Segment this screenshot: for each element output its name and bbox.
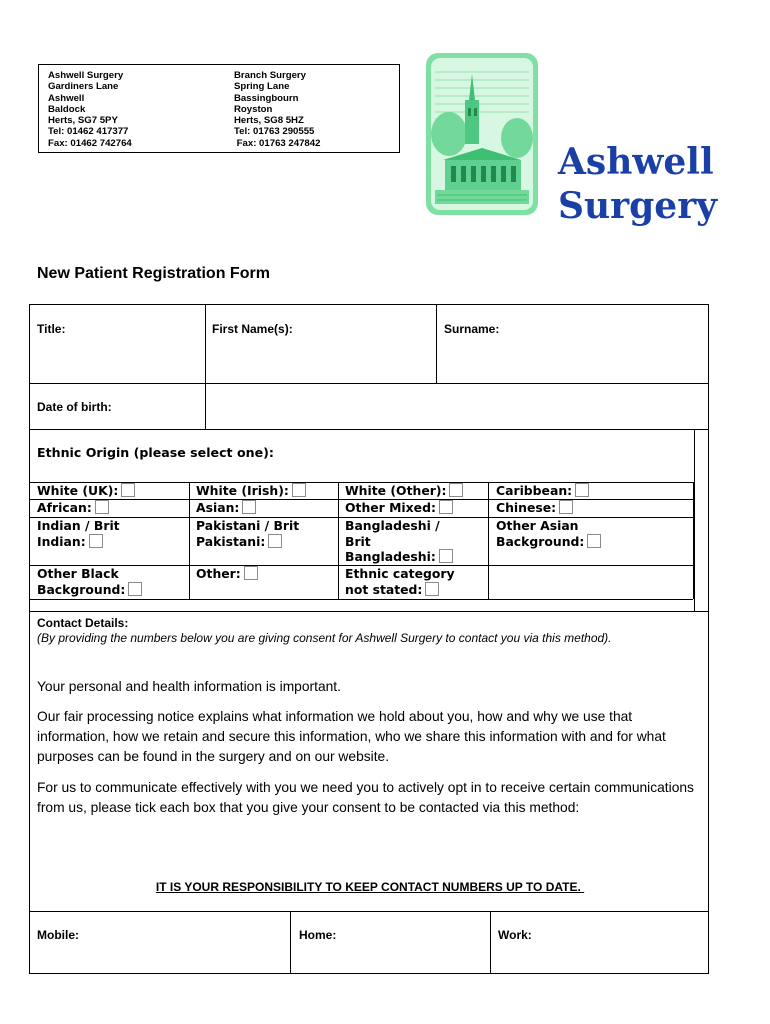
address-line: Tel: 01763 290555 — [234, 126, 315, 138]
mobile-field[interactable] — [29, 911, 291, 974]
address-line: Herts, SG7 5PY — [48, 115, 118, 127]
option-label: Indian / Brit — [37, 518, 120, 533]
work-label: Work: — [498, 928, 532, 942]
checkbox[interactable] — [244, 566, 258, 580]
option-white-uk[interactable] — [37, 483, 135, 499]
option-indian[interactable] — [37, 518, 120, 549]
ethnic-grid-line — [693, 482, 694, 599]
checkbox[interactable] — [268, 534, 282, 548]
option-label: Other Asian — [496, 518, 579, 533]
address-line: Spring Lane — [234, 81, 290, 93]
dob-input[interactable] — [205, 383, 709, 430]
info-paragraph-2: Our fair processing notice explains what information we hold about you, how and why we use that information, how we retain and secure this information, who we share this information with and for what purposes can be found in the surgery and on our website. — [37, 709, 666, 764]
dob-label-cell — [29, 383, 206, 430]
option-label: Background: — [37, 581, 126, 597]
surname-label: Surname: — [444, 322, 500, 336]
surgery-logo-text — [558, 140, 717, 228]
checkbox[interactable] — [559, 500, 573, 514]
form-title: New Patient Registration Form — [37, 265, 270, 282]
address-line: Fax: 01462 742764 — [48, 137, 132, 149]
address-line: Branch Surgery — [234, 70, 306, 81]
address-line: Tel: 01462 417377 — [48, 126, 129, 138]
responsibility-notice: IT IS YOUR RESPONSIBILITY TO KEEP CONTACT NUMBERS UP TO DATE. — [155, 880, 585, 894]
address-line: Bassingbourn — [234, 92, 299, 104]
option-label: African: — [37, 500, 92, 515]
option-label: Asian: — [196, 500, 240, 515]
option-other[interactable] — [196, 566, 258, 582]
option-label: Other Mixed: — [345, 500, 436, 515]
option-label: Other Black — [37, 566, 119, 581]
ethnic-grid-line — [29, 599, 693, 600]
ethnic-grid-line — [488, 482, 489, 599]
option-label: Bangladeshi: — [345, 549, 436, 564]
checkbox[interactable] — [242, 500, 256, 514]
option-not-stated[interactable] — [345, 566, 455, 597]
checkbox[interactable] — [95, 500, 109, 514]
work-field[interactable] — [490, 911, 709, 974]
option-label: not stated: — [345, 581, 423, 597]
checkbox[interactable] — [449, 483, 463, 497]
option-label: Ethnic category — [345, 566, 455, 581]
checkbox[interactable] — [575, 483, 589, 497]
home-label: Home: — [299, 928, 337, 942]
title-field[interactable] — [29, 304, 206, 384]
mobile-label: Mobile: — [37, 928, 79, 942]
checkbox[interactable] — [89, 534, 103, 548]
contact-details-title: Contact Details: — [37, 616, 129, 630]
option-label: Indian: — [37, 533, 86, 549]
main-surgery-address — [48, 70, 132, 149]
option-label: Pakistani / Brit — [196, 518, 300, 533]
practice-address-box — [38, 64, 400, 153]
option-label: White (Irish): — [196, 483, 289, 498]
address-line: Ashwell — [48, 92, 85, 104]
first-name-field[interactable] — [205, 304, 437, 384]
option-white-other[interactable] — [345, 483, 463, 499]
checkbox[interactable] — [128, 582, 142, 596]
option-african[interactable] — [37, 500, 109, 516]
address-line: Baldock — [48, 103, 86, 115]
title-label: Title: — [37, 322, 66, 336]
home-field[interactable] — [290, 911, 491, 974]
checkbox[interactable] — [292, 483, 306, 497]
option-label: White (Other): — [345, 483, 447, 498]
address-line: Royston — [234, 103, 273, 115]
option-label: Other: — [196, 566, 241, 581]
option-label: Background: — [496, 533, 585, 549]
option-other-mixed[interactable] — [345, 500, 453, 516]
checkbox[interactable] — [439, 549, 453, 563]
info-paragraph-1: Your personal and health information is important. — [37, 679, 341, 694]
first-name-label: First Name(s): — [212, 322, 293, 336]
ethnic-grid-line — [338, 482, 339, 599]
surgery-logo-image — [425, 52, 539, 216]
address-line: Gardiners Lane — [48, 81, 119, 93]
checkbox[interactable] — [587, 534, 601, 548]
checkbox[interactable] — [439, 500, 453, 514]
address-line: Ashwell Surgery — [48, 70, 124, 81]
logo-line-1: Ashwell — [558, 141, 714, 183]
option-label: White (UK): — [37, 483, 119, 498]
address-line: Herts, SG8 5HZ — [234, 115, 304, 127]
option-label: Caribbean: — [496, 483, 573, 498]
option-bangladeshi[interactable] — [345, 518, 453, 565]
section-divider — [694, 429, 695, 612]
logo-line-2: Surgery — [558, 185, 718, 227]
ethnic-origin-heading: Ethnic Origin (please select one): — [37, 445, 274, 460]
option-pakistani[interactable] — [196, 518, 299, 549]
option-chinese[interactable] — [496, 500, 573, 516]
checkbox[interactable] — [121, 483, 135, 497]
surname-field[interactable] — [436, 304, 709, 384]
info-paragraph-3: For us to communicate effectively with you we need you to actively opt in to receive certain communications from us, please tick each box that you give your consent to be contacted via this method: — [37, 780, 694, 815]
dob-label: Date of birth: — [37, 400, 112, 414]
option-other-black[interactable] — [37, 566, 142, 597]
ethnic-grid-line — [189, 482, 190, 599]
checkbox[interactable] — [425, 582, 439, 596]
contact-consent-note: (By providing the numbers below you are giving consent for Ashwell Surgery to contact you via this method). — [37, 631, 612, 645]
option-label: Brit — [345, 533, 371, 549]
option-white-irish[interactable] — [196, 483, 306, 499]
option-caribbean[interactable] — [496, 483, 589, 499]
option-asian[interactable] — [196, 500, 256, 516]
option-label: Chinese: — [496, 500, 557, 515]
branch-surgery-address — [234, 70, 320, 149]
option-other-asian[interactable] — [496, 518, 601, 549]
option-label: Bangladeshi / — [345, 518, 440, 533]
address-line: Fax: 01763 247842 — [234, 137, 321, 149]
option-label: Pakistani: — [196, 533, 266, 549]
